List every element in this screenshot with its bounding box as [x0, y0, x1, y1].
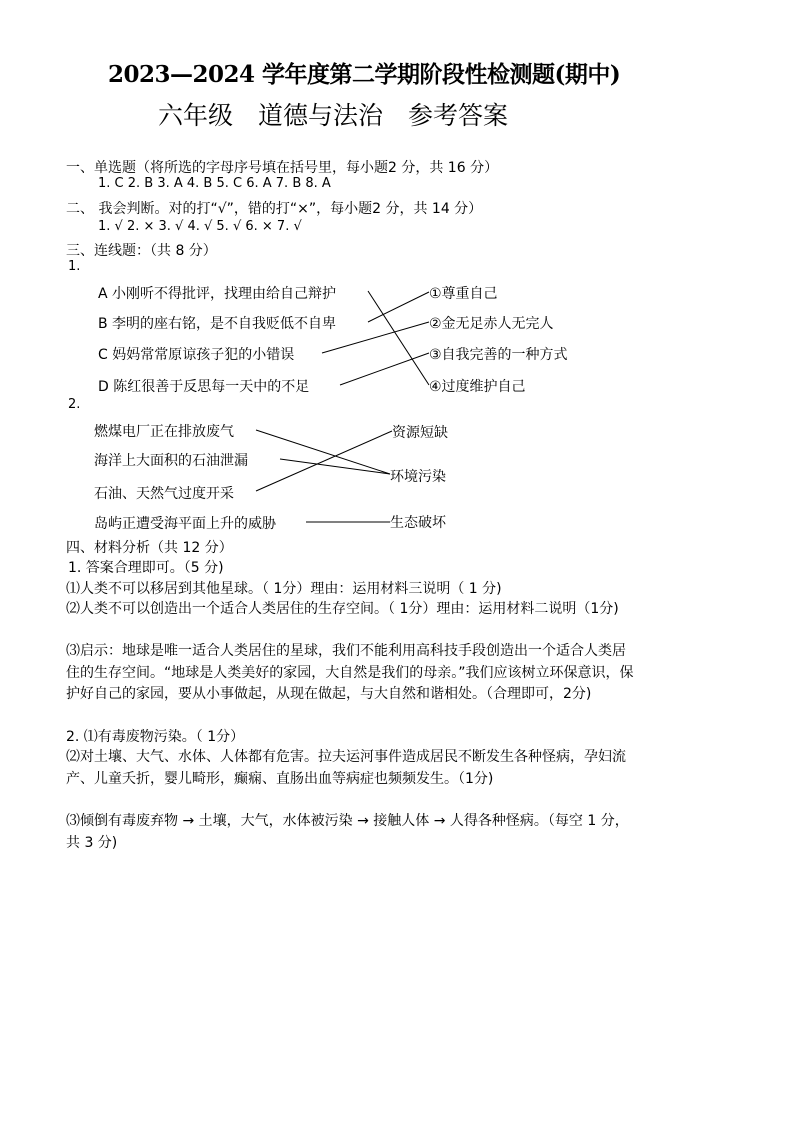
matching-q2-left-item: 石油、天然气过度开采	[94, 486, 234, 502]
page-subtitle: 六年级 道德与法治 参考答案	[158, 101, 509, 130]
matching-q2-number: 2.	[68, 397, 81, 412]
connector-line-mining-shortage	[256, 431, 392, 491]
matching-q2-right-item: 资源短缺	[392, 425, 448, 441]
analysis-q2-part1: 2. ⑴有毒废物污染。（ 1分）	[66, 729, 245, 745]
connector-line-a-4	[368, 291, 429, 385]
connector-line-b-1	[368, 292, 429, 322]
connector-line-coal-pollution	[256, 430, 390, 474]
analysis-q2-part3: ⑶倾倒有毒废弃物 → 土壤，大气，水体被污染 → 接触人体 → 人得各种怪病。（每空 1 分，共 3 分)	[66, 813, 629, 851]
matching-q2-right-item: 环境污染	[390, 469, 446, 485]
analysis-q1-part2: ⑵人类不可以创造出一个适合人类居住的生存空间。（ 1分）理由：运用材料二说明（1分)	[66, 601, 619, 617]
analysis-q1-intro: 1. 答案合理即可。（5 分)	[68, 560, 224, 576]
analysis-q1-part1: ⑴人类不可以移居到其他星球。（ 1分）理由：运用材料三说明（ 1 分)	[66, 581, 502, 597]
connector-line-c-2	[322, 322, 429, 353]
matching-q1-left-item: D 陈红很善于反思每一天中的不足	[98, 379, 310, 395]
connector-line-oil-pollution	[280, 459, 390, 474]
matching-q1-left-item: C 妈妈常常原谅孩子犯的小错误	[98, 347, 295, 363]
section2-heading: 二、 我会判断。对的打“√”，错的打“×”，每小题2 分，共 14 分）	[66, 201, 483, 217]
matching-q1-number: 1.	[68, 259, 81, 274]
matching-q1-right-item: ③自我完善的一种方式	[429, 347, 568, 363]
connector-line-d-3	[340, 353, 429, 385]
section1-heading: 一、单选题（将所选的字母序号填在括号里，每小题2 分，共 16 分）	[66, 160, 499, 176]
matching-q1-right-item: ②金无足赤人无完人	[429, 316, 554, 332]
analysis-q2-part2: ⑵对土壤、大气、水体、人体都有危害。拉夫运河事件造成居民不断发生各种怪病，孕妇流产、儿童夭折，婴儿畸形，癫痫、直肠出血等病症也频频发生。（1分)	[66, 749, 626, 787]
page-title: 2023—2024 学年度第二学期阶段性检测题(期中)	[108, 61, 621, 88]
section1-answers: 1. C 2. B 3. A 4. B 5. C 6. A 7. B 8. A	[98, 176, 331, 191]
section4-heading: 四、材料分析（共 12 分）	[66, 540, 233, 556]
section3-heading: 三、连线题：（共 8 分）	[66, 243, 217, 259]
matching-q2-left-item: 燃煤电厂正在排放废气	[94, 424, 234, 440]
matching-q2-left-item: 海洋上大面积的石油泄漏	[94, 453, 248, 469]
matching-q2-right-item: 生态破坏	[390, 515, 446, 531]
matching-q1-right-item: ①尊重自己	[429, 286, 498, 302]
matching-q2-left-item: 岛屿正遭受海平面上升的威胁	[94, 516, 276, 532]
analysis-q1-part3: ⑶启示：地球是唯一适合人类居住的星球，我们不能利用高科技手段创造出一个适合人类居住的生存空间。“地球是人类美好的家园，大自然是我们的母亲。”我们应该树立环保意识，保护好自己的家园，要从小事做起，从现在做起，与大自然和谐相处。（合理即可，2分)	[66, 643, 634, 702]
matching-q1-left-item: A 小刚听不得批评，找理由给自己辩护	[98, 286, 337, 302]
matching-q1-right-item: ④过度维护自己	[429, 379, 526, 395]
matching-q1-left-item: B 李明的座右铭，是不自我贬低不自卑	[98, 316, 337, 332]
section2-answers: 1. √ 2. × 3. √ 4. √ 5. √ 6. × 7. √	[98, 219, 302, 234]
